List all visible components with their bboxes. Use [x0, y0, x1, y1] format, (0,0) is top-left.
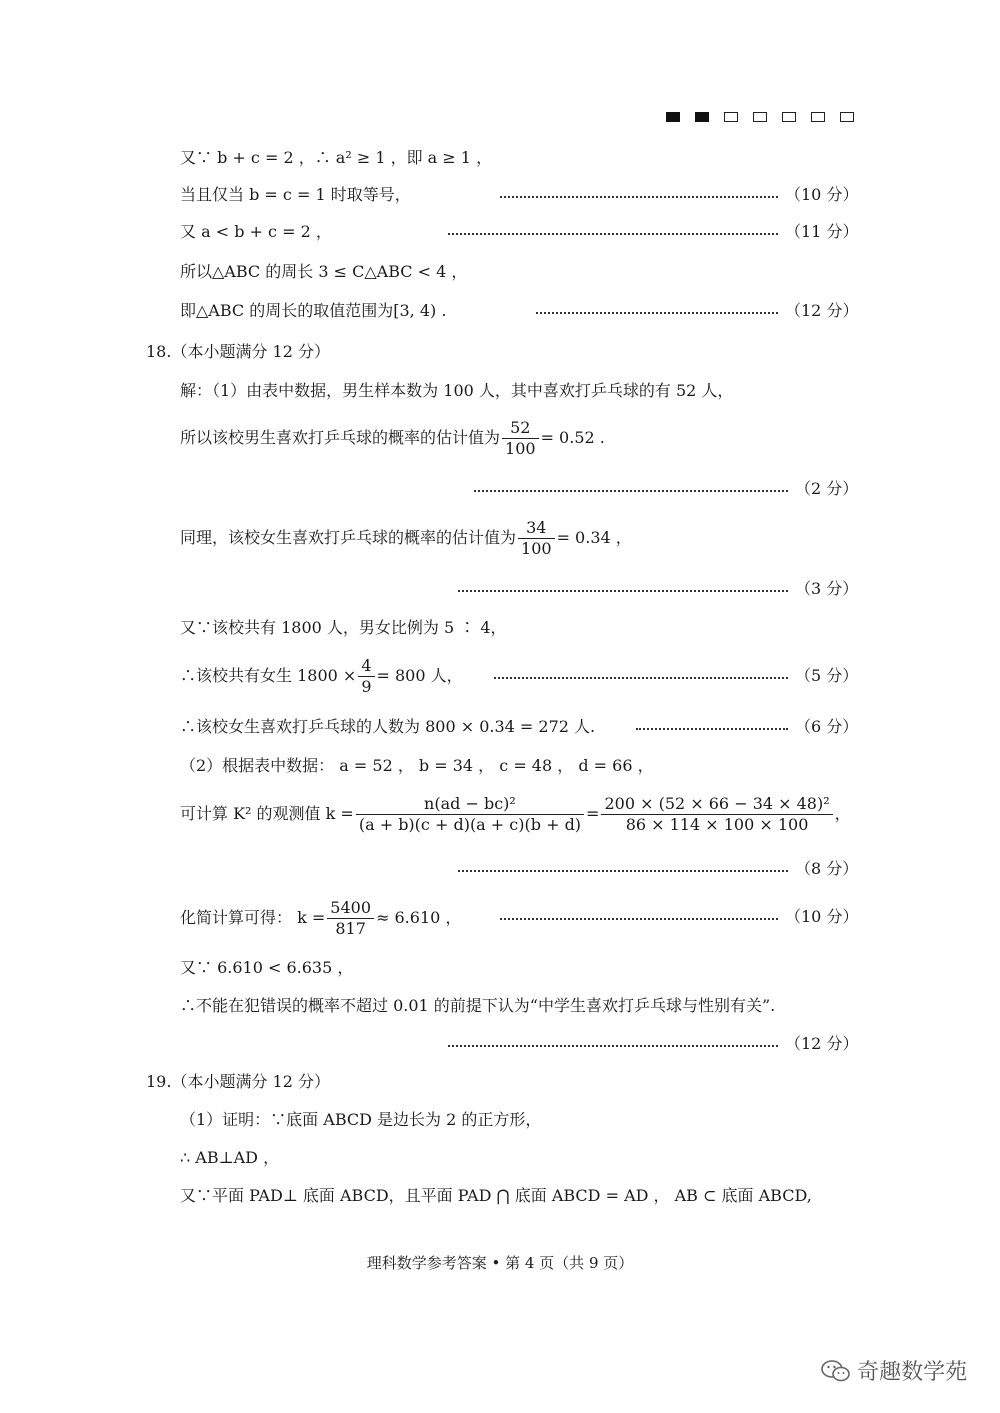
question-heading: 18.（本小题满分 12 分）	[146, 342, 330, 361]
fraction-numerator: 5400	[327, 898, 374, 919]
score-label: （2 分）	[795, 479, 859, 498]
fraction-numerator: 52	[502, 418, 539, 439]
score-leader-dots	[458, 590, 788, 592]
solution-line: （1）证明：∵底面 ABCD 是边长为 2 的正方形，	[180, 1110, 542, 1129]
watermark	[820, 1355, 967, 1386]
text-segment: ，	[834, 804, 851, 823]
fraction-denominator: 100	[521, 539, 552, 558]
text-segment: ≈ 6.610 ，	[376, 908, 462, 927]
score-label: （11 分）	[785, 222, 859, 241]
score-leader-dots	[500, 196, 778, 198]
solution-line: 当且仅当 b = c = 1 时取等号，	[180, 185, 411, 204]
score-leader-dots	[448, 1045, 778, 1047]
score-label: （12 分）	[785, 301, 859, 320]
solution-line: 又 a < b + c = 2 ，	[180, 222, 332, 241]
score-label: （6 分）	[795, 717, 859, 736]
score-label: （12 分）	[785, 1034, 859, 1053]
solution-line: 又∵平面 PAD⊥ 底面 ABCD，且平面 PAD ⋂ 底面 ABCD = AD ， AB ⊂ 底面 ABCD,	[180, 1186, 812, 1205]
fraction-denominator: 100	[505, 439, 536, 458]
solution-line: ∴该校女生喜欢打乒乓球的人数为 800 × 0.34 = 272 人.	[180, 717, 596, 736]
fraction	[327, 898, 374, 939]
score-leader-dots	[636, 728, 788, 730]
progress-square-empty	[782, 112, 796, 122]
score-label: （8 分）	[795, 859, 859, 878]
fraction-denominator: 86 × 114 × 100 × 100	[625, 815, 809, 834]
score-leader-dots	[448, 233, 778, 235]
fraction-denominator: 817	[335, 919, 366, 938]
fraction	[601, 794, 832, 835]
text-segment: 所以该校男生喜欢打乒乓球的概率的估计值为	[180, 428, 501, 447]
score-label: （3 分）	[795, 579, 859, 598]
progress-square-filled	[695, 112, 709, 122]
solution-line: 即△ABC 的周长的取值范围为[3, 4) .	[180, 301, 447, 320]
fraction	[502, 418, 539, 459]
fraction-numerator: 34	[518, 518, 555, 539]
solution-line: （2）根据表中数据： a = 52 ， b = 34 ， c = 48 ， d = 66 ，	[180, 756, 654, 775]
text-segment: = 0.52 .	[540, 428, 605, 447]
solution-line: 又∵ b + c = 2 ，∴ a² ≥ 1 ，即 a ≥ 1 ，	[180, 148, 493, 167]
score-leader-dots	[500, 918, 778, 920]
fraction	[518, 518, 555, 559]
score-label: （5 分）	[795, 666, 859, 685]
solution-line: 解：（1）由表中数据，男生样本数为 100 人，其中喜欢打乒乓球的有 52 人，	[180, 381, 734, 400]
solution-line: 又∵ 6.610 < 6.635 ，	[180, 958, 354, 977]
score-leader-dots	[536, 312, 778, 314]
progress-square-empty	[753, 112, 767, 122]
fraction-denominator: (a + b)(c + d)(a + c)(b + d)	[358, 815, 582, 834]
score-label: （10 分）	[785, 907, 859, 926]
score-leader-dots	[474, 490, 788, 492]
fraction-numerator: n(ad − bc)²	[356, 794, 584, 815]
fraction	[356, 794, 584, 835]
text-segment: = 800 人，	[376, 666, 463, 685]
solution-line: ∴不能在犯错误的概率不超过 0.01 的前提下认为“中学生喜欢打乒乓球与性别有关”.	[180, 996, 776, 1015]
page-footer: 理科数学参考答案 • 第 4 页（共 9 页）	[366, 1254, 634, 1272]
solution-line	[180, 794, 851, 835]
score-leader-dots	[494, 677, 788, 679]
text-segment: 同理，该校女生喜欢打乒乓球的概率的估计值为	[180, 528, 517, 547]
solution-line	[180, 518, 632, 559]
solution-line: 又∵该校共有 1800 人，男女比例为 5 ∶ 4，	[180, 618, 507, 637]
solution-line	[180, 418, 605, 459]
fraction	[358, 656, 374, 697]
solution-line: ∴ AB⊥AD ，	[180, 1148, 280, 1167]
watermark-text: 奇趣数学苑	[857, 1360, 968, 1385]
text-segment: =	[586, 804, 600, 823]
wechat-icon	[820, 1358, 852, 1384]
text-segment: 化简计算可得： k =	[180, 908, 326, 927]
fraction-numerator: 4	[358, 656, 374, 677]
solution-line	[180, 656, 463, 697]
score-label: （10 分）	[785, 185, 859, 204]
progress-square-empty	[840, 112, 854, 122]
text-segment: 可计算 K² 的观测值 k =	[180, 804, 354, 823]
text-segment: = 0.34 ，	[556, 528, 632, 547]
text-segment: ∴该校共有女生 1800 ×	[180, 666, 357, 685]
progress-square-empty	[811, 112, 825, 122]
solution-line	[180, 898, 461, 939]
progress-square-empty	[724, 112, 738, 122]
fraction-denominator: 9	[361, 677, 372, 696]
solution-line: 所以△ABC 的周长 3 ≤ C△ABC < 4 ，	[180, 262, 468, 281]
question-heading: 19.（本小题满分 12 分）	[146, 1072, 330, 1091]
score-leader-dots	[458, 870, 788, 872]
fraction-numerator: 200 × (52 × 66 − 34 × 48)²	[601, 794, 832, 815]
progress-square-filled	[666, 112, 680, 122]
